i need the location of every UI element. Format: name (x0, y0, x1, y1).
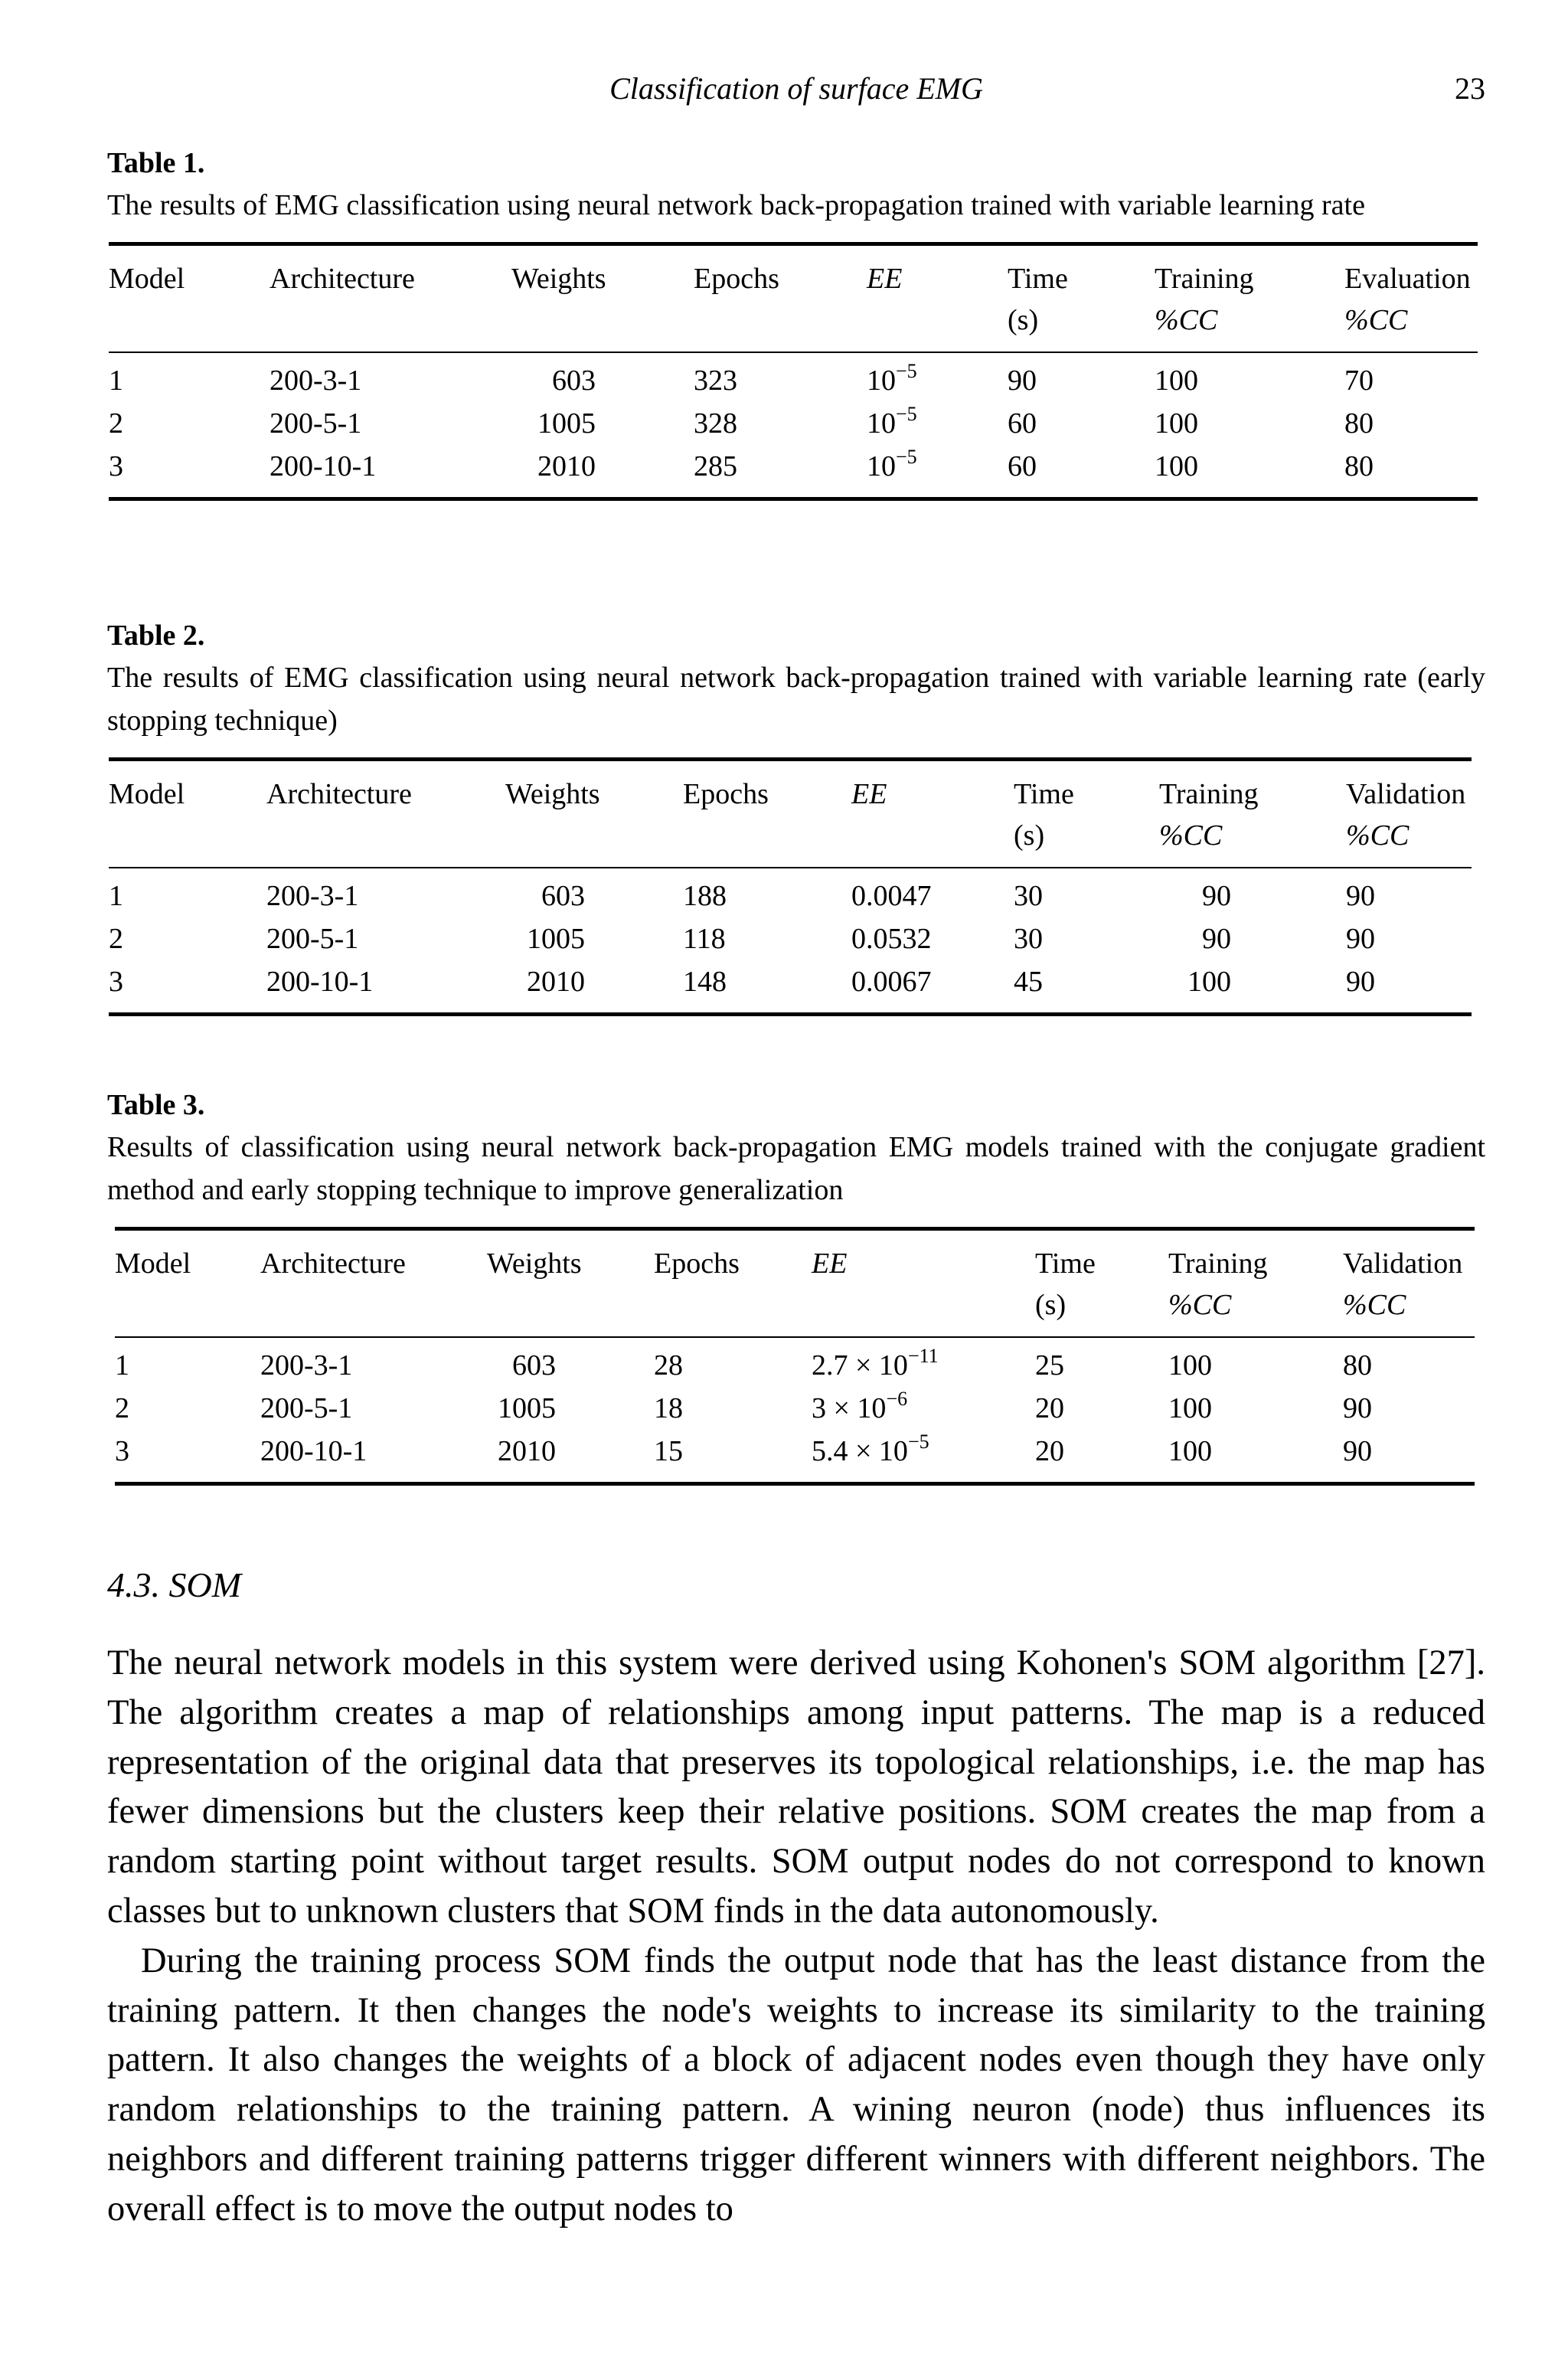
page-number: 23 (1455, 71, 1485, 106)
table-row (109, 960, 1472, 1015)
body-text (107, 1639, 1485, 2235)
column-subheader (812, 1284, 1035, 1337)
section-heading: 4.3. SOM (107, 1565, 242, 1604)
cell-model: 2 (109, 923, 123, 955)
table-row (109, 402, 1478, 445)
cell-ee (867, 445, 1008, 499)
table-header (109, 244, 1478, 353)
cell-last: 80 (1344, 407, 1374, 440)
table-1 (107, 142, 1485, 501)
cell-ee (812, 1387, 1035, 1430)
cell-last: 90 (1346, 966, 1375, 998)
ee-base: 0.0067 (851, 966, 932, 998)
cell-time: 60 (1008, 450, 1037, 482)
table-body (115, 1337, 1475, 1484)
cell-time: 60 (1008, 407, 1037, 440)
column-header: Evaluation (1344, 263, 1471, 295)
table-row (109, 445, 1478, 499)
column-subheader (266, 815, 505, 868)
table-label: Table 1. (107, 147, 205, 179)
column-header: EE (867, 263, 903, 295)
cell-last: 90 (1343, 1435, 1372, 1467)
cell-architecture: 200-10-1 (266, 966, 374, 998)
table-wrap (109, 757, 1485, 1016)
column-header: Epochs (694, 263, 779, 295)
column-subheader (867, 299, 1008, 352)
ee-exponent: −5 (896, 360, 917, 382)
cell-last: 70 (1344, 365, 1374, 397)
column-header: Time (1014, 778, 1074, 810)
column-header: Epochs (654, 1247, 740, 1280)
cell-ee (851, 917, 1014, 960)
cell-architecture: 200-5-1 (260, 1392, 353, 1424)
column-subheader (109, 815, 266, 868)
table-header (115, 1229, 1475, 1338)
column-header: Weights (511, 263, 606, 295)
cell-last: 90 (1346, 923, 1375, 955)
cell-model: 1 (109, 880, 123, 912)
cell-epochs: 188 (683, 880, 727, 912)
paragraph: The neural network models in this system were derived using Kohonen's SOM algorithm [27]. The algorithm creates a map of relationships among input patterns. The map is a reduced representation of the original data that preserves its topological relationships, i.e. the map has fewer dimensions but the clusters keep their relative positions. SOM creates the map from a random starting point without target results. SOM output nodes do not correspond to known classes but to unknown clusters that SOM finds in the data autonomously. (107, 1643, 1485, 1931)
cell-weights: 603 (552, 365, 596, 397)
table-row (115, 1337, 1475, 1387)
cell-time: 20 (1035, 1392, 1064, 1424)
cell-architecture: 200-5-1 (266, 923, 359, 955)
column-subheader (260, 1284, 487, 1337)
ee-base: 0.0047 (851, 880, 932, 912)
cell-weights: 2010 (527, 966, 585, 998)
cell-training: 100 (1168, 1392, 1212, 1424)
table-caption: Results of classification using neural network back-propagation EMG models trained with the conjugate gradient method and early stopping technique to improve generalization (107, 1131, 1485, 1206)
column-header: Architecture (260, 1247, 406, 1280)
cell-architecture: 200-10-1 (270, 450, 377, 482)
column-subheader: %CC (1155, 299, 1344, 352)
table-wrap (109, 242, 1485, 501)
cell-model: 3 (115, 1435, 129, 1467)
header-row-top (109, 760, 1472, 816)
cell-training: 100 (1155, 407, 1198, 440)
cell-epochs: 15 (654, 1435, 683, 1467)
ee-base: 2.7 × 10 (812, 1349, 908, 1382)
column-subheader: (s) (1008, 299, 1155, 352)
cell-epochs: 328 (694, 407, 737, 440)
table-row (109, 352, 1478, 402)
ee-base: 5.4 × 10 (812, 1435, 908, 1467)
cell-ee (812, 1337, 1035, 1387)
column-header: Architecture (270, 263, 415, 295)
table-wrap (115, 1227, 1485, 1486)
column-subheader (511, 299, 694, 352)
results-table (109, 757, 1472, 1016)
column-header: Model (109, 263, 185, 295)
table-label: Table 3. (107, 1089, 205, 1121)
table-3 (107, 1084, 1485, 1486)
column-header: Weights (487, 1247, 582, 1280)
column-header: Time (1035, 1247, 1096, 1280)
table-body (109, 868, 1472, 1015)
column-header: Training (1168, 1247, 1268, 1280)
running-title: Classification of surface EMG (609, 71, 983, 106)
cell-epochs: 118 (683, 923, 726, 955)
ee-exponent: −11 (907, 1345, 939, 1367)
ee-exponent: −6 (886, 1388, 908, 1410)
column-header: Epochs (683, 778, 769, 810)
cell-time: 25 (1035, 1349, 1064, 1382)
cell-time: 30 (1014, 923, 1043, 955)
cell-ee (812, 1430, 1035, 1484)
column-header: Training (1155, 263, 1254, 295)
cell-ee (867, 402, 1008, 445)
column-subheader: %CC (1168, 1284, 1343, 1337)
ee-base: 10 (867, 450, 896, 482)
column-header: Architecture (266, 778, 412, 810)
cell-time: 45 (1014, 966, 1043, 998)
column-subheader: (s) (1035, 1284, 1168, 1337)
cell-time: 30 (1014, 880, 1043, 912)
ee-base: 0.0532 (851, 923, 932, 955)
cell-model: 2 (109, 407, 123, 440)
cell-ee (851, 960, 1014, 1015)
column-subheader: %CC (1343, 1284, 1475, 1337)
header-row-bottom (109, 815, 1472, 868)
ee-base: 10 (867, 407, 896, 440)
table-row (109, 917, 1472, 960)
cell-model: 1 (115, 1349, 129, 1382)
header-row-bottom (115, 1284, 1475, 1337)
ee-base: 10 (867, 365, 896, 397)
results-table (115, 1227, 1475, 1486)
table-caption: The results of EMG classification using neural network back-propagation trained with variable learning rate (107, 189, 1365, 221)
cell-model: 2 (115, 1392, 129, 1424)
table-header (109, 760, 1472, 868)
cell-model: 3 (109, 450, 123, 482)
cell-architecture: 200-3-1 (266, 880, 359, 912)
column-header: Validation (1343, 1247, 1463, 1280)
cell-training: 90 (1202, 923, 1231, 955)
cell-epochs: 18 (654, 1392, 683, 1424)
column-header: Model (115, 1247, 191, 1280)
cell-training: 100 (1168, 1435, 1212, 1467)
cell-training: 100 (1155, 365, 1198, 397)
running-head (107, 66, 1485, 112)
table-row (109, 868, 1472, 917)
column-subheader: %CC (1344, 299, 1478, 352)
column-subheader: (s) (1014, 815, 1159, 868)
cell-weights: 2010 (537, 450, 596, 482)
column-header: Time (1008, 263, 1068, 295)
cell-weights: 1005 (537, 407, 596, 440)
cell-architecture: 200-3-1 (260, 1349, 353, 1382)
column-header: Model (109, 778, 185, 810)
cell-epochs: 285 (694, 450, 737, 482)
column-subheader (683, 815, 851, 868)
cell-last: 90 (1343, 1392, 1372, 1424)
cell-weights: 603 (512, 1349, 556, 1382)
cell-training: 90 (1202, 880, 1231, 912)
table-body (109, 352, 1478, 499)
ee-base: 3 × 10 (812, 1392, 887, 1424)
cell-epochs: 323 (694, 365, 737, 397)
ee-exponent: −5 (896, 446, 917, 468)
table-row (115, 1430, 1475, 1484)
column-subheader (270, 299, 511, 352)
cell-weights: 1005 (498, 1392, 556, 1424)
cell-training: 100 (1187, 966, 1231, 998)
column-header: Weights (505, 778, 600, 810)
column-subheader (505, 815, 683, 868)
column-subheader (115, 1284, 260, 1337)
cell-training: 100 (1168, 1349, 1212, 1382)
cell-architecture: 200-3-1 (270, 365, 362, 397)
cell-training: 100 (1155, 450, 1198, 482)
paragraph: During the training process SOM finds the output node that has the least distance from the training pattern. It then changes the node's weights to increase its similarity to the training pattern. It also changes the weights of a block of adjacent nodes even though they have only random relationships to the training pattern. A wining neuron (node) thus influences its neighbors and different training patterns trigger different winners with different neighbors. The overall effect is to move the output nodes to (107, 1941, 1485, 2228)
cell-last: 80 (1344, 450, 1374, 482)
column-header: EE (851, 778, 887, 810)
column-header: EE (812, 1247, 848, 1280)
cell-last: 80 (1343, 1349, 1372, 1382)
cell-time: 90 (1008, 365, 1037, 397)
column-subheader (109, 299, 270, 352)
cell-architecture: 200-10-1 (260, 1435, 368, 1467)
column-subheader: %CC (1159, 815, 1346, 868)
column-subheader (487, 1284, 654, 1337)
header-row-top (109, 244, 1478, 300)
cell-model: 3 (109, 966, 123, 998)
cell-architecture: 200-5-1 (270, 407, 362, 440)
table-label: Table 2. (107, 620, 205, 652)
cell-model: 1 (109, 365, 123, 397)
column-subheader (851, 815, 1014, 868)
column-subheader (694, 299, 867, 352)
cell-ee (867, 352, 1008, 402)
table-row (115, 1387, 1475, 1430)
results-table (109, 242, 1478, 501)
cell-weights: 603 (541, 880, 585, 912)
ee-exponent: −5 (907, 1431, 929, 1453)
cell-epochs: 28 (654, 1349, 683, 1382)
column-header: Training (1159, 778, 1259, 810)
column-header: Validation (1346, 778, 1466, 810)
cell-time: 20 (1035, 1435, 1064, 1467)
cell-weights: 1005 (527, 923, 585, 955)
table-2 (107, 615, 1485, 1016)
ee-exponent: −5 (896, 403, 917, 425)
header-row-top (115, 1229, 1475, 1285)
column-subheader: %CC (1346, 815, 1472, 868)
cell-weights: 2010 (498, 1435, 556, 1467)
column-subheader (654, 1284, 812, 1337)
header-row-bottom (109, 299, 1478, 352)
cell-last: 90 (1346, 880, 1375, 912)
cell-epochs: 148 (683, 966, 727, 998)
cell-ee (851, 868, 1014, 917)
table-caption: The results of EMG classification using neural network back-propagation trained with variable learning rate (early stopping technique) (107, 662, 1485, 737)
